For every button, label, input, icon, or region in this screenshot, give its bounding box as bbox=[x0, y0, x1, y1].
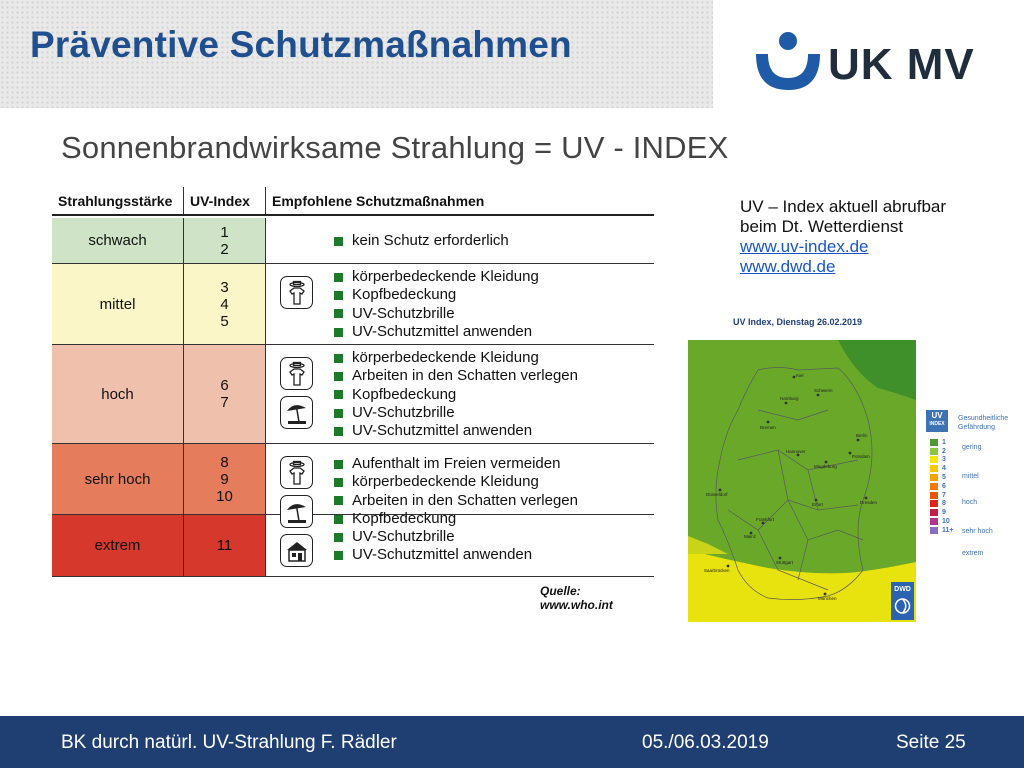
legend-swatch bbox=[930, 439, 938, 446]
city-label: Hamburg bbox=[780, 396, 799, 401]
logo-text: UK MV bbox=[828, 40, 975, 89]
measures-cell bbox=[266, 218, 654, 263]
measures-list bbox=[334, 455, 578, 565]
merged-measures-cell bbox=[266, 444, 654, 576]
uv-index-cell bbox=[184, 218, 266, 263]
measures-list bbox=[334, 349, 578, 440]
uv-index-value: 6 bbox=[220, 377, 229, 394]
level-name: schwach bbox=[52, 218, 184, 263]
list-item bbox=[334, 367, 578, 385]
level-name: mittel bbox=[52, 264, 184, 344]
measure-text: UV-Schutzbrille bbox=[352, 528, 455, 546]
bullet-icon bbox=[334, 237, 343, 246]
level-name: extrem bbox=[52, 515, 184, 576]
list-item bbox=[334, 349, 578, 367]
legend-title-line: Gesundheitliche bbox=[958, 415, 1009, 422]
list-item bbox=[334, 473, 578, 491]
legend-swatch bbox=[930, 527, 938, 534]
legend-swatch bbox=[930, 518, 938, 525]
house-icon bbox=[280, 534, 313, 567]
legend-label: gering bbox=[962, 444, 982, 451]
list-item bbox=[334, 232, 509, 250]
footer-author: BK durch natürl. UV-Strahlung F. Rädler bbox=[61, 732, 397, 753]
city-label: Magdeburg bbox=[814, 464, 837, 469]
legend-number: 4 bbox=[942, 465, 946, 473]
legend-number: 6 bbox=[942, 482, 946, 490]
list-item bbox=[334, 286, 539, 304]
measure-text: UV-Schutzbrille bbox=[352, 403, 455, 421]
column-header: Empfohlene Schutzmaßnahmen bbox=[272, 193, 485, 209]
column-header: Strahlungsstärke bbox=[52, 187, 184, 214]
legend-head-text: UV bbox=[931, 411, 943, 420]
column-header: UV-Index bbox=[184, 187, 266, 214]
city-label: Düsseldorf bbox=[706, 492, 728, 497]
measure-text: Aufenthalt im Freien vermeiden bbox=[352, 455, 561, 472]
bullet-icon bbox=[334, 354, 343, 363]
legend-row bbox=[930, 447, 954, 456]
uv-index-value: 5 bbox=[220, 312, 229, 330]
legend-swatch bbox=[930, 500, 938, 507]
subtitle: Sonnenbrandwirksame Strahlung = UV - INDEX bbox=[61, 130, 729, 165]
legend-number: 9 bbox=[942, 509, 946, 517]
legend-swatch bbox=[930, 465, 938, 472]
legend-swatch bbox=[930, 474, 938, 481]
legend-swatch bbox=[930, 509, 938, 516]
list-item bbox=[334, 546, 578, 564]
legend-label: hoch bbox=[962, 499, 978, 506]
legend-swatch bbox=[930, 448, 938, 455]
uv-index-cell bbox=[184, 444, 266, 514]
legend-number: 11+ bbox=[942, 526, 954, 534]
legend-title-line: Gefährdung bbox=[958, 424, 995, 431]
list-item bbox=[334, 404, 578, 422]
list-item bbox=[334, 455, 578, 473]
measure-text: Kopfbedeckung bbox=[352, 385, 457, 403]
table-row-schwach bbox=[52, 218, 654, 264]
info-line: UV – Index aktuell abrufbar bbox=[740, 197, 947, 216]
table-row-hoch bbox=[52, 345, 654, 444]
dwd-link[interactable]: www.dwd.de bbox=[740, 257, 836, 276]
uv-index-value: 8 bbox=[220, 453, 229, 471]
list-item bbox=[334, 422, 578, 440]
legend-label: sehr hoch bbox=[962, 528, 993, 535]
level-name: hoch bbox=[52, 345, 184, 443]
bullet-icon bbox=[334, 496, 343, 505]
legend-row bbox=[930, 491, 954, 500]
level-name: sehr hoch bbox=[52, 444, 184, 514]
icon-column bbox=[280, 276, 313, 315]
legend-row bbox=[930, 482, 954, 491]
legend-number: 3 bbox=[942, 456, 946, 464]
list-item bbox=[334, 323, 539, 341]
measure-text: körperbedeckende Kleidung bbox=[352, 268, 539, 285]
city-label: Dresden bbox=[860, 500, 878, 505]
bullet-icon bbox=[334, 533, 343, 542]
measure-text: Kopfbedeckung bbox=[352, 286, 457, 304]
city-label: Stuttgart bbox=[776, 560, 794, 565]
uv-index-cell bbox=[184, 345, 266, 443]
city-label: Erfurt bbox=[812, 502, 824, 507]
legend-title bbox=[958, 414, 1008, 432]
uv-index-link[interactable]: www.uv-index.de bbox=[740, 237, 869, 256]
list-item bbox=[334, 492, 578, 510]
beach-umbrella-icon bbox=[280, 396, 313, 429]
uv-index-value: 11 bbox=[216, 537, 233, 554]
measure-text: Kopfbedeckung bbox=[352, 509, 457, 527]
list-item bbox=[334, 386, 578, 404]
legend-number: 1 bbox=[942, 438, 946, 446]
legend-number: 5 bbox=[942, 474, 946, 482]
bullet-icon bbox=[334, 515, 343, 524]
uv-index-value: 1 bbox=[220, 223, 229, 241]
uv-index-map bbox=[688, 340, 916, 622]
legend-row bbox=[930, 464, 954, 473]
legend-swatch bbox=[930, 492, 938, 499]
bullet-icon bbox=[334, 427, 343, 436]
legend-row bbox=[930, 473, 954, 482]
uv-index-value: 2 bbox=[220, 240, 229, 258]
legend-head bbox=[926, 410, 948, 432]
uv-index-value: 4 bbox=[220, 295, 229, 313]
table-header bbox=[52, 187, 654, 216]
uv-index-value: 3 bbox=[220, 278, 229, 296]
bullet-icon bbox=[334, 460, 343, 469]
measures-list bbox=[334, 232, 509, 250]
city-label: Frankfurt bbox=[756, 517, 775, 522]
measure-text: UV-Schutzbrille bbox=[352, 304, 455, 322]
list-item bbox=[334, 268, 539, 286]
legend-label: mittel bbox=[962, 473, 979, 480]
uv-index-value: 7 bbox=[220, 394, 229, 411]
icon-column bbox=[280, 456, 313, 573]
dwd-label: DWD bbox=[894, 586, 911, 593]
footer-date: 05./06.03.2019 bbox=[642, 732, 769, 753]
uv-index-value: 10 bbox=[216, 487, 233, 505]
bullet-icon bbox=[334, 372, 343, 381]
legend-swatch bbox=[930, 483, 938, 490]
legend-row bbox=[930, 517, 954, 526]
bullet-icon bbox=[334, 273, 343, 282]
city-label: Hannover bbox=[786, 449, 806, 454]
page-title: Präventive Schutzmaßnahmen bbox=[30, 24, 572, 65]
info-text bbox=[740, 197, 946, 277]
uv-index-value: 9 bbox=[220, 470, 229, 488]
legend-row bbox=[930, 438, 954, 447]
measures-cell bbox=[266, 264, 654, 344]
bullet-icon bbox=[334, 328, 343, 337]
legend-row bbox=[930, 456, 954, 465]
city-label: Berlin bbox=[856, 433, 868, 438]
legend-row bbox=[930, 508, 954, 517]
list-item bbox=[334, 510, 578, 528]
map-title: UV Index, Dienstag 26.02.2019 bbox=[733, 317, 863, 327]
legend-row bbox=[930, 500, 954, 509]
icon-column bbox=[280, 357, 313, 435]
legend-head-small: INDEX bbox=[929, 421, 945, 427]
footer-page: Seite 25 bbox=[896, 732, 966, 753]
city-label: München bbox=[818, 596, 837, 601]
shirt-hat-icon bbox=[280, 276, 313, 309]
bullet-icon bbox=[334, 390, 343, 399]
beach-umbrella-icon bbox=[280, 495, 313, 528]
bullet-icon bbox=[334, 309, 343, 318]
measure-text: UV-Schutzmittel anwenden bbox=[352, 546, 533, 564]
shirt-hat-icon bbox=[280, 456, 313, 489]
measure-text: körperbedeckende Kleidung bbox=[352, 349, 539, 366]
bullet-icon bbox=[334, 478, 343, 487]
city-label: Mainz bbox=[744, 534, 757, 539]
table-bottom-rule bbox=[52, 576, 654, 577]
legend-rows bbox=[930, 438, 954, 535]
measure-text: Arbeiten in den Schatten verlegen bbox=[352, 491, 578, 509]
measures-cell bbox=[266, 345, 654, 443]
legend-row bbox=[930, 526, 954, 535]
bullet-icon bbox=[334, 291, 343, 300]
table-source: Quelle: www.who.int bbox=[540, 584, 613, 612]
shirt-hat-icon bbox=[280, 357, 313, 390]
uv-legend bbox=[926, 410, 1018, 570]
city-label: Bremen bbox=[760, 425, 776, 430]
legend-number: 10 bbox=[942, 518, 950, 526]
footer-bar bbox=[0, 716, 1024, 768]
bullet-icon bbox=[334, 551, 343, 560]
legend-swatch bbox=[930, 456, 938, 463]
city-label: Potsdam bbox=[852, 454, 870, 459]
legend-label: extrem bbox=[962, 550, 984, 557]
uv-protection-table bbox=[52, 187, 654, 612]
legend-number: 2 bbox=[942, 447, 946, 455]
measure-text: UV-Schutzmittel anwenden bbox=[352, 422, 533, 440]
measure-text: kein Schutz erforderlich bbox=[352, 232, 509, 249]
table-row-mittel bbox=[52, 264, 654, 345]
legend-number: 8 bbox=[942, 500, 946, 508]
list-item bbox=[334, 305, 539, 323]
info-line: beim Dt. Wetterdienst bbox=[740, 217, 904, 236]
measures-list bbox=[334, 268, 539, 341]
measure-text: UV-Schutzmittel anwenden bbox=[352, 322, 533, 340]
list-item bbox=[334, 528, 578, 546]
uv-index-cell bbox=[184, 515, 266, 576]
bullet-icon bbox=[334, 409, 343, 418]
city-label: Saarbrücken bbox=[704, 568, 730, 573]
legend-number: 7 bbox=[942, 491, 946, 499]
measure-text: körperbedeckende Kleidung bbox=[352, 473, 539, 491]
measure-text: Arbeiten in den Schatten verlegen bbox=[352, 367, 578, 385]
city-label: Kiel bbox=[796, 373, 804, 378]
uv-index-cell bbox=[184, 264, 266, 344]
city-label: Schwerin bbox=[814, 388, 833, 393]
